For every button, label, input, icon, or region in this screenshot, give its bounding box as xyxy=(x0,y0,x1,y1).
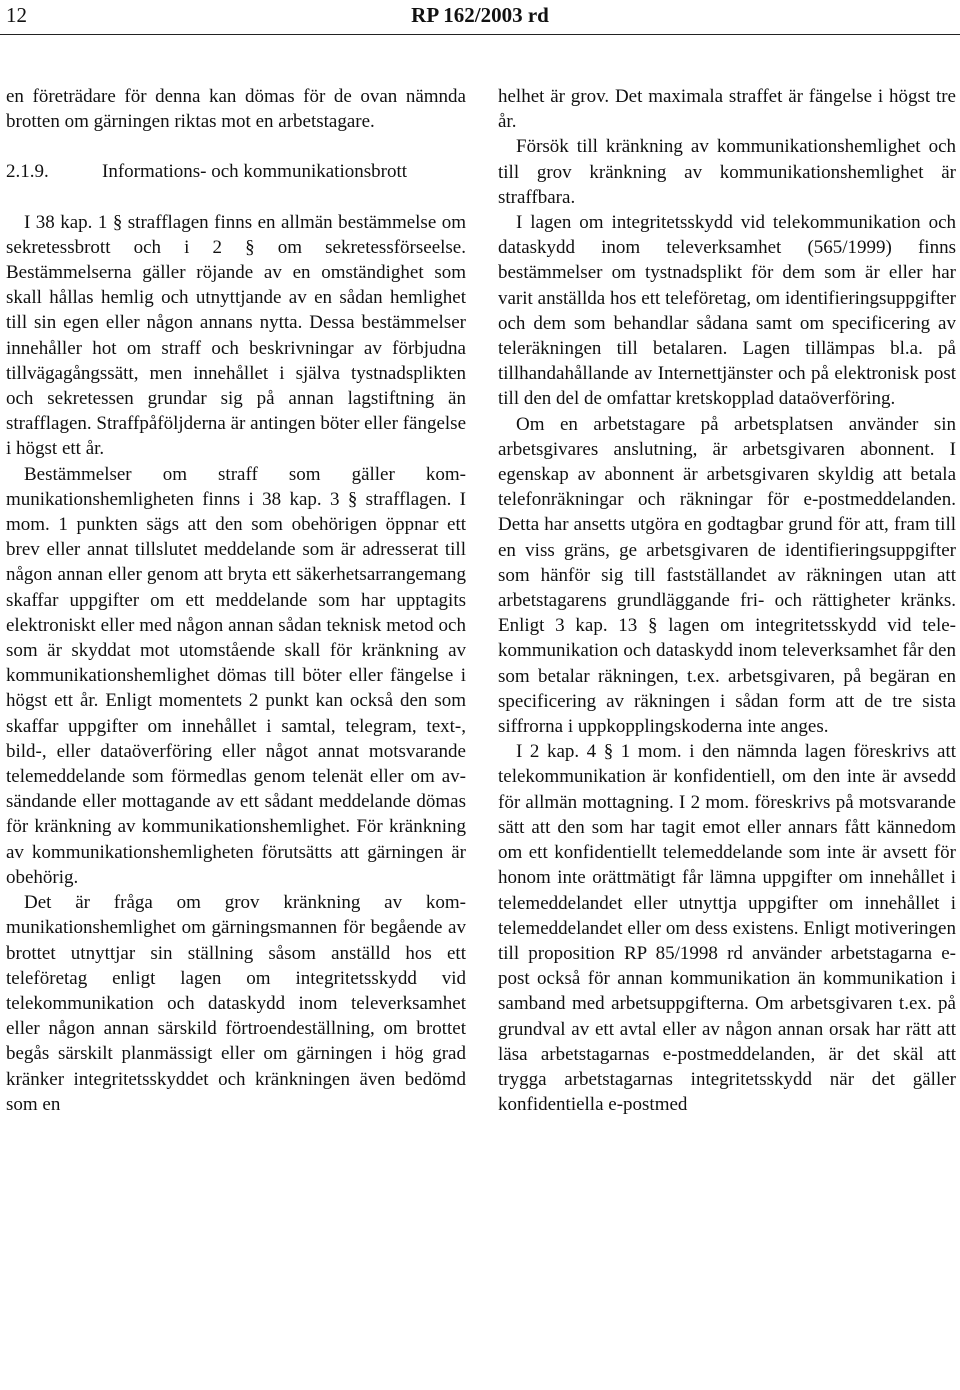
paragraph: Bestämmelser om straff som gäller kommunikationshemligheten finns i 38 kap. 3 § strafflagen. I mom. 1 punkten sägs att den som obehörigen öppnar ett brev eller annat tillslutet meddelande som är adresserat till någon annan eller genom att bryta ett säkerhetsarrangemang skaffar uppgifter om ett meddelande som har upptagits elektroniskt eller med någon annan sådan teknisk metod och som är skyddat mot utomstående skall för kränkning av kommunikationshemlighet dömas till böter eller fängelse i högst ett år. Enligt momentets 2 punkt kan också den som skaffar uppgifter om innehållet i samtal, telegram, text-, bild-, eller dataöverföring eller något annat motsvarande telemeddelande som förmedlas genom telenät eller om avsändande eller mottagande av ett sådant meddelande dömas för kränkning av kommunikationshemlighet. För kränkning av kommunikationshemligheten förutsätts att gärningen är obehörig. xyxy=(6,463,466,888)
paragraph: I lagen om integritetsskydd vid telekommunikation och dataskydd inom televerksamhet (565/1999) finns bestämmelser om tystnadsplikt för dem som är eller har varit anställda hos ett teleföretag, om identifieringsuppgifter och dem som behandlar sådana samt om specificering av teleräkningen till betalaren. Lagen tillämpas bl.a. på tillhandahållande av Internettjänster och på elektronisk post till den del de omfattar kretskopplad dataöverföring. xyxy=(498,212,956,410)
paragraph: helhet är grov. Det maximala straffet är fängelse i högst tre år. xyxy=(498,86,956,133)
document-id: RP 162/2003 rd xyxy=(411,3,549,27)
section-number: 2.1.9. xyxy=(6,161,49,183)
paragraph: I 38 kap. 1 § strafflagen finns en allmän bestämmelse om sekretessbrott och i 2 § om sekretessförseelse. Bestämmelserna gäller röjande av en omständighet som skall hållas hemlig och utnyttjande av en sådan hemlighet till sin egen eller någon annans nytta. Dessa bestämmelser innehåller hot om straff och beskrivningar av förbjudna tillvägagångssätt, men innehållet i själva tystnadsplikten och sekretessen grundar sig på annan lagstiftning än strafflagen. Straffpåföljderna är antingen böter eller fängelse i högst ett år. xyxy=(6,211,466,460)
paragraph: Om en arbetstagare på arbetsplatsen använder sin arbetsgivares anslutning, är arbetsgivaren abonnent. I egenskap av abonnent är arbetsgivaren skyldig att betala telefonräkningar och räkningar för e-postmeddelanden. Detta har ansetts utgöra en godtagbar grund för att, fram till en viss gräns, ge arbetsgivaren de identifieringsuppgifter som hänför sig till fastställandet av räkningen utan att arbetstagarens grundläggande fri- och rättigheter kränks. Enligt 3 kap. 13 § lagen om integritetsskydd vid telekommunikation och dataskydd inom televerksamhet får den som betalar räkningen, t.ex. arbetsgivaren, på begäran en specificering av räkningen i sådan form att de tre sista siffrorna i uppkopplingskoderna inte anges. xyxy=(498,413,956,738)
page-number: 12 xyxy=(6,3,27,27)
section-title: Informations- och kommunikationsbrott xyxy=(102,161,408,183)
page-header xyxy=(0,0,960,34)
paragraph: Försök till kränkning av kommunikationshemlighet och till grov kränkning av kommunikationshemlighet är straffbara. xyxy=(498,136,956,208)
right-column xyxy=(498,84,956,1117)
paragraph: I 2 kap. 4 § 1 mom. i den nämnda lagen föreskrivs att telekommunikation är konfidentiell, om den inte är avsedd för allmän mottagning. I 2 mom. föreskrivs på motsvarande sätt att den som har tagit emot eller annars fått kännedom om ett konfidentiellt telemeddelande som inte är avsett för honom inte orättmätigt får lämna uppgifter om innehållet i telemeddelandet eller utnyttja uppgifter om innehållet i telemeddelandet eller om dess existens. Enligt motiveringen till proposition RP 85/1998 rd använder arbetstagarna e-post också för annan kommunikation än kommunikation i samband med arbetsuppgifterna. Om arbetsgivaren t.ex. på grundval av ett avtal eller av någon annan orsak har rätt att läsa arbetstagarnas e-postmeddelanden, är det skäl att trygga arbetstagarnas integritetsskydd när det gäller konfidentiella e-postmed xyxy=(498,741,956,1116)
paragraph: en företrädare för denna kan dömas för de ovan nämnda brotten om gärningen riktas mot en arbetstagare. xyxy=(6,86,466,133)
header-rule xyxy=(0,34,960,35)
section-heading xyxy=(6,159,466,184)
paragraph: Det är fråga om grov kränkning av kommunikationshemlighet om gärningsmannen för begående av brottet utnyttjar sin ställning såsom anställd hos ett teleföretag enligt lagen om integritetsskydd vid telekommunikation och dataskydd inom televerksamhet eller någon annan särskild förtroendeställning, om brottet begås särskilt planmässigt eller om gärningen i hög grad kränker integritetsskyddet och kränkningen även bedömd som en xyxy=(6,892,466,1115)
left-column xyxy=(6,84,466,1117)
